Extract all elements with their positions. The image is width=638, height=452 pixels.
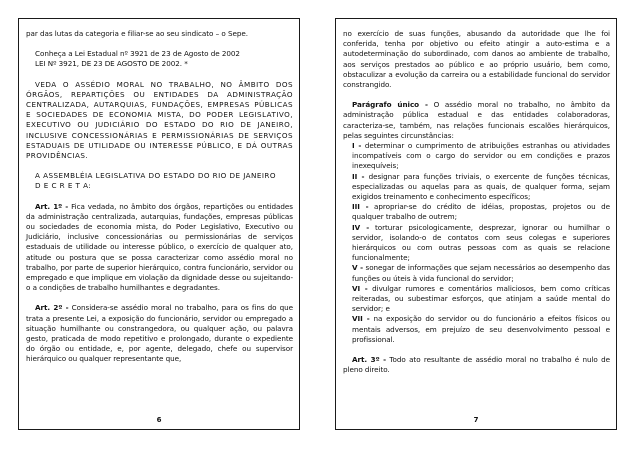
law-title: LEI Nº 3921, DE 23 DE AGOSTO DE 2002. * [35,59,188,69]
item-ii-label: II - [352,171,365,181]
intro-paragraph: par das lutas da categoria e filiar-se ao seu sindicato – o Sepe. [26,29,248,38]
article-1-text: Fica vedada, no âmbito dos órgãos, repartições ou entidades da administração centralizada, autarquias, fundações, empresas públicas ou sociedades de economia mista, do Poder Legislativo, Executivo ou Judiciário, inclusive concessionárias ou permissionárias de serviços estaduais de utilidade ou interesse público, o exercício de qualquer ato, atitude ou postura que se possa caracterizar como assédio moral no trabalho, por parte de superior hierárquico, contra funcionário, servidor ou empregado e que implique em violação da dignidade desse ou sujeitando-o a condições de trabalho humilhantes e degradantes. [26,201,293,293]
article-2 [26,303,293,364]
page-number-left: 6 [156,416,162,424]
article-3 [343,355,610,375]
article-2-text: Considera-se assédio moral no trabalho, para os fins do que trata a presente Lei, a exposição do funcionário, servidor ou empregado a situação humilhante ou constrangedora, ou qualquer ação, ou palavra gesto, praticada de modo repetitivo e prolongado, durante o expediente do órgão ou entidade, e, por agente, delegado, chefe ou supervisor hierárquico ou qualquer representante que, [26,303,293,364]
item-vi-text: divulgar rumores e comentários maliciosos, bem como críticas reiteradas, ou subestimar esforços, que atinjam a saúde mental do servidor; e [352,283,610,314]
article-1 [26,202,293,294]
article-2-continuation: no exercício de suas funções, abusando da autoridade que lhe foi conferida, tenha por objetivo ou efeito atingir a auto-estima e a autodeterminação do subordinado, com danos ao ambiente de trabalho, aos serviços prestados ao público e ao próprio usuário, bem como, obstaculizar a evolução da carreira ou a estabilidade funcional do servidor constrangido. [343,29,610,90]
item-i-label: I - [352,141,362,151]
left-page [18,18,300,430]
paragrafo-unico-text: O assédio moral no trabalho, no âmbito da administração pública estadual e das entidades colaboradoras, caracteriza-se, também, nas relações funcionais escalões hierárquicos, pelas seguintes circunstâncias: [343,100,610,140]
paragrafo-unico-label: Parágrafo único - [352,100,428,110]
page-number-right: 7 [473,416,479,424]
assembly-line: A ASSEMBLÉIA LEGISLATIVA DO ESTADO DO RIO DE JANEIRO [35,171,276,181]
item-vi-label: VI - [352,283,368,293]
article-2-label: Art. 2º - [35,303,69,313]
item-ii [343,172,610,203]
item-vii [343,314,610,345]
item-iii [343,202,610,222]
law-reference: Conheça a Lei Estadual nº 3921 de 23 de Agosto de 2002 [35,49,240,59]
item-iv-text: torturar psicologicamente, desprezar, ignorar ou humilhar o servidor, isolando-o de contatos com seus colegas e superiores hierárquicos ou com outras pessoas com as quais se relacione funcionalmente; [352,222,610,263]
item-iv [343,223,610,264]
item-i-text: determinar o cumprimento de atribuições estranhas ou atividades incompatíveis com o cargo do servidor ou em condições e prazos inexequíveis; [352,141,610,171]
article-3-label: Art. 3º - [352,355,387,365]
decreta-line: D E C R E T A: [35,181,92,191]
paragrafo-unico [343,100,610,141]
item-vii-text: na exposição do servidor ou do funcionário a efeitos físicos ou mentais adversos, em prejuízo de seu desenvolvimento pessoal e profissional. [352,314,610,344]
item-ii-text: designar para funções triviais, o exercente de funções técnicas, especializadas ou aquelas para as quais, de qualquer forma, sejam exigidos treinamento e conhecimento específicos; [352,171,610,202]
article-3-text: Todo ato resultante de assédio moral no trabalho é nulo de pleno direito. [343,355,610,375]
item-vi [343,284,610,315]
item-v [343,263,610,283]
item-iv-label: IV - [352,222,370,232]
item-i [343,141,610,172]
article-1-label: Art. 1º - [35,201,69,211]
item-v-text: sonegar de informações que sejam necessários ao desempenho das funções ou úteis à vida funcional do servidor; [352,263,611,283]
item-iii-label: III - [352,202,369,212]
item-v-label: V - [352,263,364,273]
law-ementa: VEDA O ASSÉDIO MORAL NO TRABALHO, NO ÂMBITO DOS ÓRGÃOS, REPARTIÇÕES OU ENTIDADES DA ADMINISTRAÇÃO CENTRALIZADA, AUTARQUIAS, FUNDAÇÕES, EMPRESAS PÚBLICAS E SOCIEDADES DE ECONOMIA MISTA, DO PODER LEGISLATIVO, EXECUTIVO OU JUDICIÁRIO DO ESTADO DO RIO DE JANEIRO, INCLUSIVE CONCESSIONÁRIAS E PERMISSIONÁRIAS DE SERVIÇOS ESTADUAIS DE UTILIDADE OU INTERESSE PÚBLICO, E DÁ OUTRAS PROVIDÊNCIAS. [26,79,293,161]
item-iii-text: apropriar-se do crédito de idéias, propostas, projetos ou de qualquer trabalho de outrem; [352,202,610,222]
item-vii-label: VII - [352,314,370,324]
right-page [335,18,617,430]
